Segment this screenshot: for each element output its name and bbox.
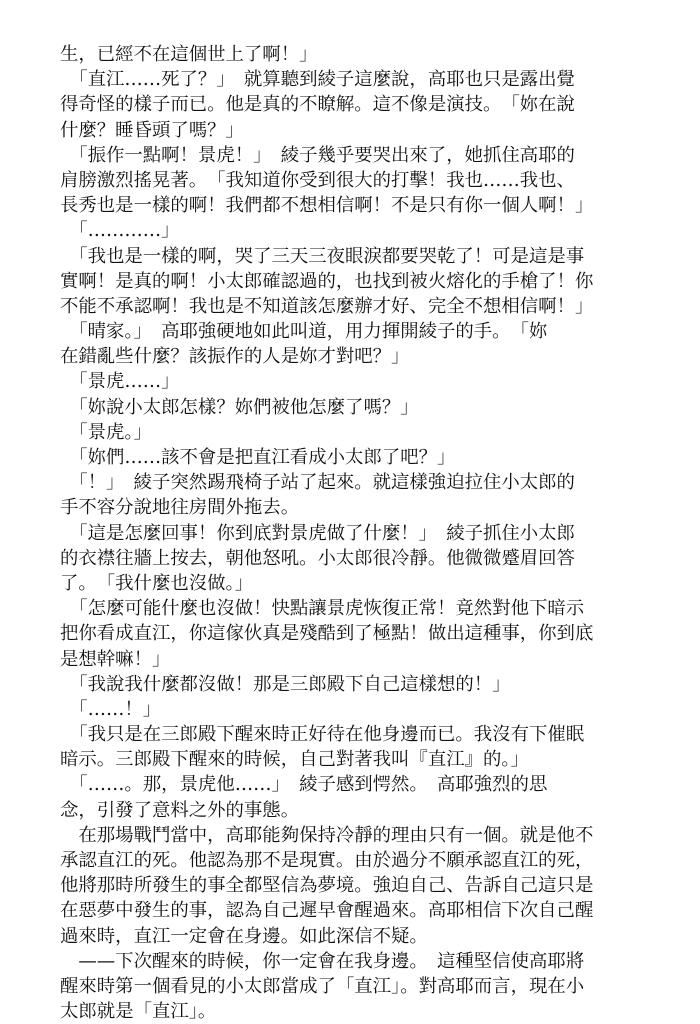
text-line: 了。 「我什麼也沒做。」 [60,572,254,594]
text-line: 太郎就是「直江」。 [60,1001,217,1023]
text-line: 「這是怎麼回事！你到底對景虎做了什麼！」 綾子抓住小太郎 [60,522,575,544]
text-line: 「振作一點啊！景虎！」 綾子幾乎要哭出來了，她抓住高耶的 [60,144,575,166]
text-line: 是想幹嘛！」 [60,648,171,670]
text-line: 念，引發了意料之外的事態。 [60,799,300,821]
text-line: 「妳們……該不會是把直江看成小太郎了吧？」 [60,447,456,468]
text-line: 「景虎……」 [60,371,180,393]
text-line: 的衣襟往牆上按去，朝他怒吼。小太郎很冷靜。他微微蹙眉回答 [60,547,575,569]
text-line: 在錯亂些什麼？該振作的人是妳才對吧？」 [60,346,410,368]
text-line: 「……。那，景虎他……」 綾子感到愕然。 高耶強烈的思 [60,774,548,796]
text-line: 醒來時第一個看見的小太郎當成了「直江」。對高耶而言，現在小 [60,975,585,997]
text-line: 過來時，直江一定會在身邊。如此深信不疑。 [60,925,428,947]
text-line: 什麼？睡昏頭了嗎？」 [60,119,244,141]
text-line: 在惡夢中發生的事，認為自己遲早會醒過來。高耶相信下次自己醒 [60,900,594,922]
text-line: 「直江……死了？」 就算聽到綾子這麼說，高耶也只是露出覺 [60,69,575,91]
text-line: 生，已經不在這個世上了啊！」 [60,44,318,65]
text-line: 肩膀激烈搖晃著。 「我知道你受到很大的打擊！我也……我也、 [60,169,575,191]
text-line: 得奇怪的樣子而已。他是真的不瞭解。這不像是演技。 「妳在說 [60,94,575,116]
text-line: 「我只是在三郎殿下醒來時正好待在他身邊而已。我沒有下催眠 [60,724,585,746]
text-line: 「！」 綾子突然踢飛椅子站了起來。就這樣強迫拉住小太郎的 [60,472,575,494]
text-line: 「我也是一樣的啊，哭了三天三夜眼淚都要哭乾了！可是這是事 [60,245,585,267]
text-line: 不能不承認啊！我也是不知道該怎麼辦才好、完全不想相信啊！」 [60,295,594,317]
text-line: 暗示。三郎殿下醒來的時候，自己對著我叫『直江』的。」 [60,749,529,771]
novel-page [60,42,640,1024]
text-line: 「怎麼可能什麼也沒做！快點讓景虎恢復正常！竟然對他下暗示 [60,598,585,620]
text-line: 在那場戰鬥當中，高耶能夠保持冷靜的理由只有一個。就是他不 [60,824,594,846]
text-line: 「……！」 [60,698,162,720]
text-line: 手不容分說地往房間外拖去。 [60,497,300,519]
text-line: 「妳說小太郎怎樣？妳們被他怎麼了嗎？」 [60,396,419,418]
text-line: 「…………」 [60,220,180,242]
text-line: 長秀也是一樣的啊！我們都不想相信啊！不是只有你一個人啊！」 [60,195,594,217]
text-line: 「景虎。」 [60,421,152,443]
text-line: 實啊！是真的啊！小太郎確認過的，也找到被火熔化的手槍了！你 [60,270,594,292]
text-line: 他將那時所發生的事全都堅信為夢境。強迫自己、告訴自己這只是 [60,875,594,897]
text-line: ——下次醒來的時候，你一定會在我身邊。 這種堅信使高耶將 [60,950,585,972]
text-line: 「我說我什麼都沒做！那是三郎殿下自己這樣想的！」 [60,673,511,695]
text-line: 承認直江的死。他認為那不是現實。由於過分不願承認直江的死， [60,850,594,871]
text-line: 「晴家。」 高耶強硬地如此叫道，用力揮開綾子的手。 「妳 [60,321,548,343]
text-line: 把你看成直江，你這傢伙真是殘酷到了極點！做出這種事，你到底 [60,623,594,645]
